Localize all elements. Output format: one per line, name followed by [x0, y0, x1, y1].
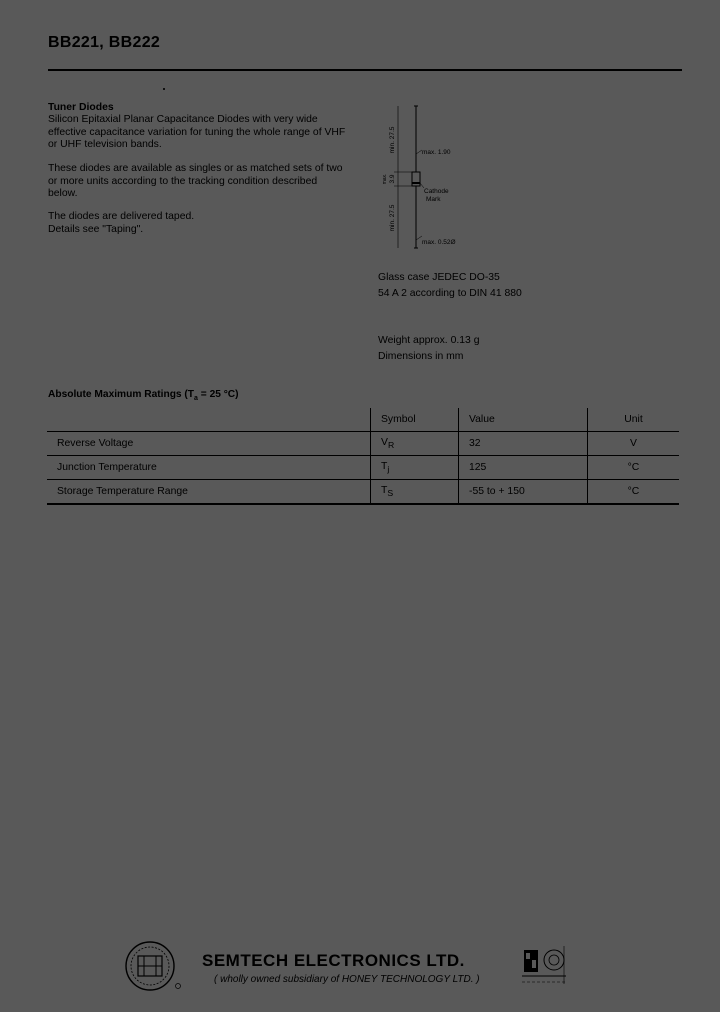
column-header-value: Value — [459, 408, 588, 432]
case-line-2: 54 A 2 according to DIN 41 880 — [378, 288, 522, 299]
lead-diameter-label: max. 1.90 — [422, 149, 451, 156]
cathode-label-2: Mark — [426, 196, 441, 203]
symbol-cell: $T_S$ — [371, 480, 459, 505]
value-cell: -55 to + 150 — [459, 480, 588, 505]
intro-paragraph-3-line-1: The diodes are delivered taped. — [48, 211, 195, 222]
cathode-label: Cathode — [424, 188, 449, 195]
package-outline-drawing — [376, 100, 496, 260]
table-header-row — [47, 408, 679, 432]
dim-label-body: 3.9 — [389, 174, 396, 184]
case-line-1: Glass case JEDEC DO-35 — [378, 272, 500, 283]
speck — [163, 88, 165, 90]
dim-label-bottom: min. 27.5 — [389, 204, 396, 232]
table-row — [47, 480, 679, 505]
column-header-symbol: Symbol — [371, 408, 459, 432]
symbol-cell: $V_R$ — [371, 432, 459, 456]
dim-label-top: min. 27.5 — [389, 126, 396, 154]
table-row — [47, 432, 679, 456]
value-cell: 32 — [459, 432, 588, 456]
unit-cell: °C — [588, 456, 680, 480]
param-cell: Junction Temperature — [57, 462, 157, 473]
lead-diameter-label-bottom: max. 0.52Ø — [422, 239, 456, 246]
dimensions-line: Dimensions in mm — [378, 351, 464, 362]
param-cell: Storage Temperature Range — [57, 486, 188, 497]
intro-paragraph-3 — [48, 211, 348, 236]
weight-info — [378, 333, 479, 365]
company-subsidiary-line: ( wholly owned subsidiary of HONEY TECHNOLOGY LTD. ) — [214, 974, 480, 985]
ratings-heading: Absolute Maximum Ratings ($T_a = 25$ °C) — [48, 389, 239, 403]
param-cell: Reverse Voltage — [57, 438, 134, 449]
absolute-maximum-ratings-table — [47, 408, 679, 505]
document-title: BB221, BB222 — [48, 34, 161, 51]
case-info — [378, 270, 522, 302]
unit-cell: °C — [588, 480, 680, 505]
dim-label-body-max: max. — [382, 173, 388, 185]
table-row — [47, 456, 679, 480]
column-header-unit: Unit — [588, 408, 680, 432]
value-cell: 125 — [459, 456, 588, 480]
symbol-cell: $T_j$ — [371, 456, 459, 480]
weight-line: Weight approx. 0.13 g — [378, 335, 480, 346]
title-rule — [48, 69, 682, 71]
column-header-parameter — [47, 408, 371, 432]
unit-cell: V — [588, 432, 680, 456]
intro-paragraph-3-line-2: Details see "Taping". — [48, 223, 144, 235]
intro-paragraph-2: These diodes are available as singles or as matched sets of two or more units according to the tracking condition described below. — [48, 163, 343, 199]
section-heading-tuner-diodes: Tuner Diodes — [48, 102, 114, 113]
company-name: SEMTECH ELECTRONICS LTD. — [202, 951, 465, 970]
semtech-logo — [120, 940, 190, 992]
intro-paragraph-1: Silicon Epitaxial Planar Capacitance Diodes with very wide effective capacitance variation for tuning the whole range of VHF or UHF television bands. — [48, 114, 346, 150]
certification-mark — [520, 944, 568, 990]
